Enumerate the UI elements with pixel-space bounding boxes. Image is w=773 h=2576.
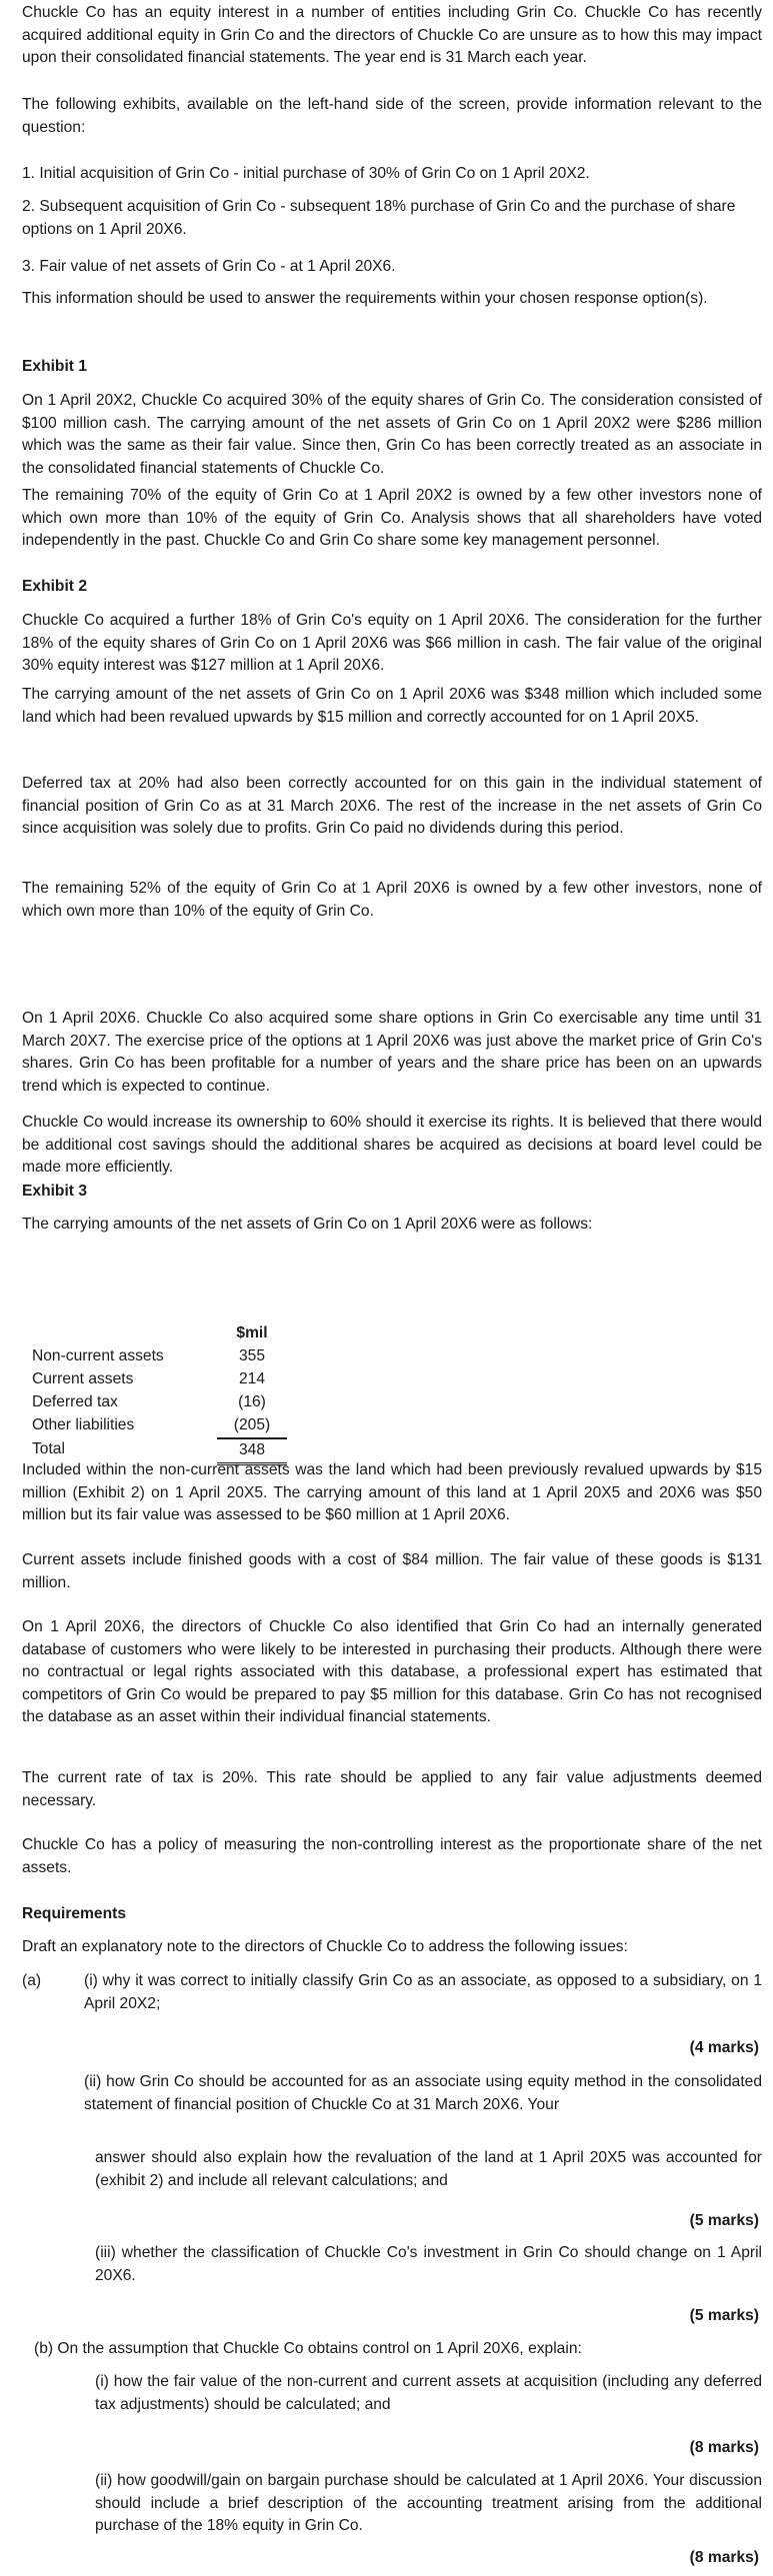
exhibit-3-heading: Exhibit 3 xyxy=(22,1183,87,1200)
table-row-value: 355 xyxy=(238,1347,266,1364)
requirement-b-ii: (ii) how goodwill/gain on bargain purchase should be calculated at 1 April 20X6. Your discussion should include a brief description of the accounting treatment arising from the additional purchase of the 18% equity in Grin Co. xyxy=(95,2472,762,2535)
requirements-intro: Draft an explanatory note to the directors of Chuckle Co to address the following issues: xyxy=(22,1938,628,1955)
exhibit-2-paragraph-4: The remaining 52% of the equity of Grin Co at 1 April 20X6 is owned by a few other investors, none of which own more than 10% of the equity of Grin Co. xyxy=(22,880,762,920)
exhibit-2-paragraph-5: On 1 April 20X6. Chuckle Co also acquired some share options in Grin Co exercisable any time until 31 March 20X7. The exercise price of the options at 1 April 20X6 was just above the market price of Grin Co's shares. Grin Co has been profitable for a number of years and the share price has been on an upwards trend which is expected to continue. xyxy=(22,1010,762,1095)
exhibit-1-heading: Exhibit 1 xyxy=(22,358,87,375)
table-row-value: 214 xyxy=(238,1370,266,1387)
exhibit-3-intro: The carrying amounts of the net assets of Grin Co on 1 April 20X6 were as follows: xyxy=(22,1216,593,1233)
exhibit-list-item-2: 2. Subsequent acquisition of Grin Co - subsequent 18% purchase of Grin Co and the purchase of share options on 1 April 20X6. xyxy=(22,198,736,238)
requirement-a-ii-part-1: (ii) how Grin Co should be accounted for as an associate using equity method in the consolidated statement of financial position of Chuckle Co at 31 March 20X6. Your xyxy=(84,2073,762,2113)
exhibit-3-paragraph-2: Current assets include finished goods with a cost of $84 million. The fair value of these goods is $131 million. xyxy=(22,1551,762,1591)
exhibit-2-paragraph-3: Deferred tax at 20% had also been correctly accounted for on this gain in the individual statement of financial position of Grin Co as at 31 March 20X6. The rest of the increase in the net assets of Grin Co since acquisition was solely due to profits. Grin Co paid no dividends during this period. xyxy=(22,775,762,838)
requirement-a-ii-part-2: answer should also explain how the revaluation of the land at 1 April 20X5 was accounted for (exhibit 2) and include all relevant calculations; and xyxy=(95,2149,762,2189)
table-row xyxy=(32,1368,272,1390)
exhibit-1-paragraph-2: The remaining 70% of the equity of Grin Co at 1 April 20X2 is owned by a few other investors none of which own more than 10% of the equity of Grin Co. Analysis shows that all shareholders have voted independently in the past. Chuckle Co and Grin Co share some key management personnel. xyxy=(22,487,762,550)
table-row xyxy=(32,1345,272,1367)
table-row-label: Total xyxy=(32,1440,65,1457)
requirement-b-ii-marks: (8 marks) xyxy=(689,2549,759,2566)
table-row-label: Non-current assets xyxy=(32,1347,164,1364)
table-row xyxy=(32,1414,272,1436)
table-unit-header: $mil xyxy=(236,1324,268,1341)
exhibit-3-paragraph-1: Included within the non-current assets was the land which had been previously revalued upwards by $15 million (Exhibit 2) on 1 April 20X5. The carrying amount of this land at 1 April 20X5 and 20X6 was $50 million but its fair value was assessed to be $60 million at 1 April 20X6. xyxy=(22,1461,762,1524)
table-row-label: Current assets xyxy=(32,1370,134,1387)
table-row-value: (16) xyxy=(238,1393,266,1410)
requirement-a-label: (a) xyxy=(22,1972,42,1989)
exhibit-list-item-1: 1. Initial acquisition of Grin Co - initial purchase of 30% of Grin Co on 1 April 20X2. xyxy=(22,165,590,182)
exhibit-2-paragraph-1: Chuckle Co acquired a further 18% of Grin Co's equity on 1 April 20X6. The consideration for the further 18% of the equity shares of Grin Co on 1 April 20X6 was $66 million in cash. The fair value of the original 30% equity interest was $127 million at 1 April 20X6. xyxy=(22,612,762,675)
table-total-value: 348 xyxy=(217,1438,287,1465)
table-row xyxy=(32,1391,272,1413)
exhibit-2-paragraph-6: Chuckle Co would increase its ownership to 60% should it exercise its rights. It is believed that there would be additional cost savings should the additional shares be acquired as decisions at board level could be made more efficiently. xyxy=(22,1114,762,1177)
table-row-value: (205) xyxy=(217,1414,287,1438)
exhibit-2-heading: Exhibit 2 xyxy=(22,578,87,595)
exhibit-3-paragraph-5: Chuckle Co has a policy of measuring the non-controlling interest as the proportionate share of the net assets. xyxy=(22,1836,762,1876)
intro-paragraph: Chuckle Co has an equity interest in a number of entities including Grin Co. Chuckle Co has recently acquired additional equity in Grin Co and the directors of Chuckle Co are unsure as to how this may impact upon their consolidated financial statements. The year end is 31 March each year. xyxy=(22,4,762,67)
requirement-b-i-marks: (8 marks) xyxy=(689,2439,759,2456)
table-total-row xyxy=(32,1438,272,1460)
table-header-row xyxy=(32,1322,272,1344)
table-row-label: Deferred tax xyxy=(32,1393,118,1410)
exhibit-3-paragraph-3: On 1 April 20X6, the directors of Chuckle Co also identified that Grin Co had an internally generated database of customers who were likely to be interested in purchasing their products. Although there were no contractual or legal rights associated with this database, a professional expert has estimated that competitors of Grin Co would be prepared to pay $5 million for this database. Grin Co has not recognised the database as an asset within their individual financial statements. xyxy=(22,1618,762,1726)
requirement-a-iii-marks: (5 marks) xyxy=(689,2307,759,2324)
intro-exhibits-paragraph: The following exhibits, available on the left-hand side of the screen, provide information relevant to the question: xyxy=(22,96,762,136)
exhibit-1-paragraph-1: On 1 April 20X2, Chuckle Co acquired 30% of the equity shares of Grin Co. The consideration consisted of $100 million cash. The carrying amount of the net assets of Grin Co on 1 April 20X2 were $286 million which was the same as their fair value. Since then, Grin Co has been correctly treated as an associate in the consolidated financial statements of Chuckle Co. xyxy=(22,392,762,477)
exhibit-list-item-3: 3. Fair value of net assets of Grin Co - at 1 April 20X6. xyxy=(22,258,396,275)
exhibit-2-paragraph-2: The carrying amount of the net assets of Grin Co on 1 April 20X6 was $348 million which included some land which had been revalued upwards by $15 million and correctly accounted for on 1 April 20X5. xyxy=(22,686,762,726)
exhibit-3-paragraph-4: The current rate of tax is 20%. This rate should be applied to any fair value adjustments deemed necessary. xyxy=(22,1769,762,1809)
requirement-a-i: (i) why it was correct to initially classify Grin Co as an associate, as opposed to a subsidiary, on 1 April 20X2; xyxy=(84,1972,762,2012)
requirement-a-ii-marks: (5 marks) xyxy=(689,2212,759,2229)
intro-usage-paragraph: This information should be used to answer the requirements within your chosen response option(s). xyxy=(22,290,708,307)
table-row-label: Other liabilities xyxy=(32,1416,135,1433)
requirements-heading: Requirements xyxy=(22,1905,126,1922)
requirement-a-i-marks: (4 marks) xyxy=(689,2039,759,2056)
requirement-b-i: (i) how the fair value of the non-current and current assets at acquisition (including any deferred tax adjustments) should be calculated; and xyxy=(95,2373,762,2413)
requirement-b-intro: (b) On the assumption that Chuckle Co obtains control on 1 April 20X6, explain: xyxy=(34,2340,582,2357)
requirement-a-iii: (iii) whether the classification of Chuckle Co's investment in Grin Co should change on 1 April 20X6. xyxy=(95,2244,762,2284)
